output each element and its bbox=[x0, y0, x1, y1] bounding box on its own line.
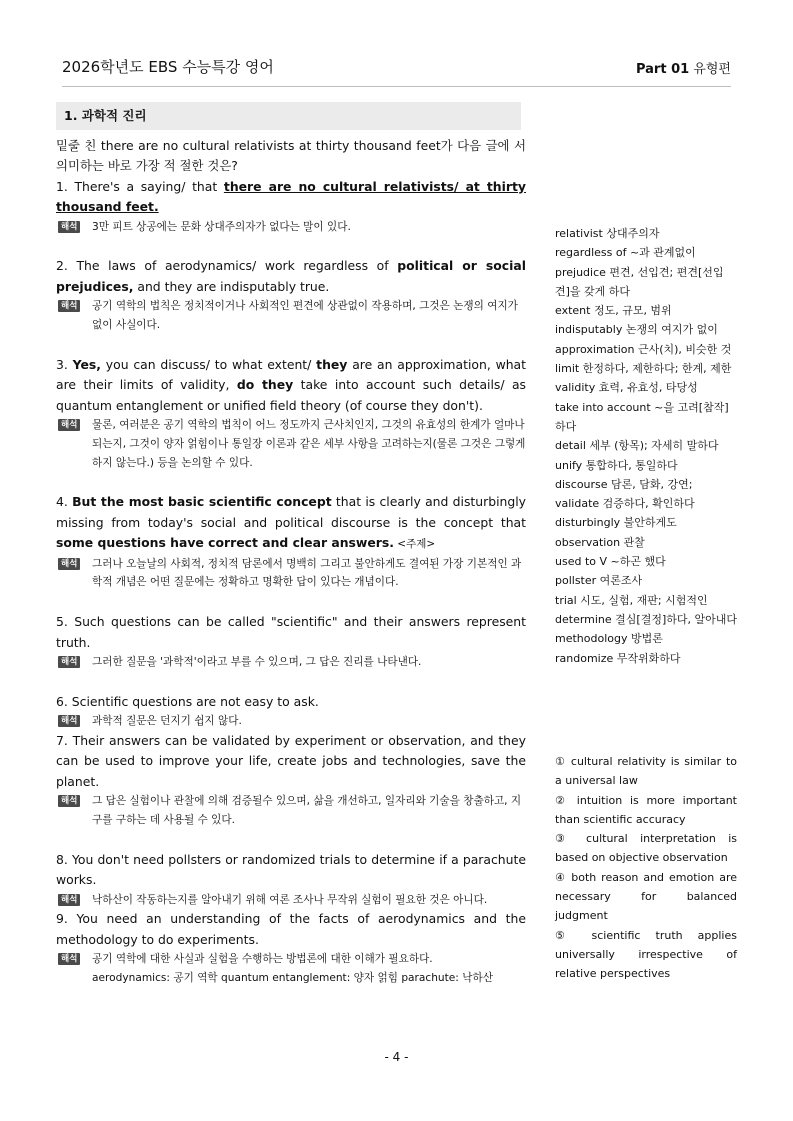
sentence-text: you can discuss/ to what extent/ bbox=[100, 356, 317, 372]
vocab-item: determine 결심[결정]하다, 알아내다 bbox=[555, 612, 738, 626]
translation-text: 공기 역학에 대한 사실과 실험을 수행하는 방법론에 대한 이해가 필요하다. bbox=[92, 953, 433, 966]
vocab-item: trial 시도, 실험, 재판; 시험적인 bbox=[555, 593, 708, 607]
sentence-text: 8. You don't need pollsters or randomized trials to determine if a parachute works. bbox=[56, 851, 526, 888]
translation-badge: 해석 bbox=[58, 795, 80, 807]
translation-badge: 해석 bbox=[58, 558, 80, 570]
spacer bbox=[56, 472, 526, 492]
vocab-item: randomize 무작위화하다 bbox=[555, 651, 681, 665]
translation-badge: 해석 bbox=[58, 221, 80, 233]
translation-badge: 해석 bbox=[58, 419, 80, 431]
answer-options bbox=[555, 752, 737, 984]
option-1: ① cultural relativity is similar to a universal law bbox=[555, 755, 737, 788]
sentence-4 bbox=[56, 492, 526, 554]
sentence-list bbox=[56, 177, 526, 969]
translation bbox=[56, 792, 526, 830]
sentence-text: 4. bbox=[56, 494, 73, 510]
section-title: 1. 과학적 진리 bbox=[56, 102, 521, 130]
sentence-text: 6. Scientific questions are not easy to ask. bbox=[56, 693, 319, 709]
sentence-text: 5. Such questions can be called "scientific" and their answers represent truth. bbox=[56, 614, 526, 650]
sentence-text: some questions have correct and clear answers. bbox=[56, 535, 394, 551]
spacer bbox=[56, 236, 526, 256]
sentence-5 bbox=[56, 612, 526, 653]
page-number: - 4 - bbox=[384, 1050, 409, 1064]
vocab-item: take into account ~을 고려[참작]하다 bbox=[555, 400, 729, 433]
translation-badge: 해석 bbox=[58, 715, 80, 727]
vocab-item: limit 한정하다, 제한하다; 한계, 제한 bbox=[555, 362, 732, 376]
spacer bbox=[56, 830, 526, 850]
sentence-text: 1. There's a saying/ that bbox=[56, 178, 224, 194]
translation-text: 과학적 질문은 던지기 쉽지 않다. bbox=[92, 715, 242, 728]
vocab-item: used to V ~하곤 했다 bbox=[555, 555, 666, 569]
sentence-text: 3. bbox=[56, 356, 73, 372]
sentence-text: they bbox=[316, 356, 348, 372]
option-3: ③ cultural interpretation is based on objective observation bbox=[555, 832, 737, 865]
option-4: ④ both reason and emotion are necessary for balanced judgment bbox=[555, 870, 737, 923]
option-5: ⑤ scientific truth applies universally irrespective of relative perspectives bbox=[555, 928, 737, 981]
vocab-item: disturbingly 불안하게도 bbox=[555, 516, 677, 530]
translation-text: 물론, 여러분은 공기 역학의 법칙이 어느 정도까지 근사치인지, 그것의 유효성의 한계가 얼마나 되는지, 그것이 양자 얽힘이나 통일장 이론과 같은 세부 사항을 고려하는지(물론 그것은 그렇게 하지 않는다.) 등을 논의할 수 있다. bbox=[92, 419, 526, 469]
translation-text: 3만 피트 상공에는 문화 상대주의자가 없다는 말이 있다. bbox=[92, 220, 351, 233]
vocabulary-list bbox=[555, 224, 737, 668]
sentence-text: But the most basic scientific concept bbox=[72, 494, 332, 510]
sentence-text: that is clearly and disturbingly missing from today's social and political discourse is the concept that bbox=[56, 494, 527, 530]
translation-badge: 해석 bbox=[58, 953, 80, 965]
glossary-note: aerodynamics: 공기 역학 quantum entanglement: 양자 얽힘 parachute: 낙하산 bbox=[92, 972, 493, 985]
vocab-item: detail 세부 (항목); 자세히 말하다 bbox=[555, 439, 719, 453]
part-number: Part 01 bbox=[635, 62, 690, 77]
sentence-text: <주제> bbox=[393, 538, 436, 551]
spacer bbox=[56, 335, 526, 355]
translation-badge: 해석 bbox=[58, 300, 80, 312]
sentence-text: do they bbox=[236, 377, 294, 393]
sentence-8 bbox=[56, 850, 526, 891]
translation-text: 그러한 질문을 '과학적'이라고 부를 수 있으며, 그 답은 진리를 나타낸다. bbox=[92, 656, 422, 669]
sentence-text: take into account such details/ as quantum entanglement or unified field theory (of course they don't). bbox=[56, 377, 527, 413]
vocab-item: validity 효력, 유효성, 타당성 bbox=[555, 381, 698, 395]
vocab-item: unify 통합하다, 통일하다 bbox=[555, 458, 678, 472]
translation-badge: 해석 bbox=[58, 894, 80, 906]
main-text bbox=[56, 136, 526, 987]
translation bbox=[56, 891, 526, 910]
vocab-item: regardless of ~과 관계없이 bbox=[555, 246, 696, 260]
translation-badge: 해석 bbox=[58, 656, 80, 668]
sentence-7 bbox=[56, 731, 526, 792]
sentence-text: and they are indisputably true. bbox=[133, 278, 330, 294]
sentence-text: there are no cultural relativists/ at thirty thousand feet. bbox=[56, 178, 526, 215]
sentence-text: 2. The laws of aerodynamics/ work regardless of bbox=[56, 258, 398, 274]
translation bbox=[56, 653, 526, 672]
translation bbox=[56, 218, 526, 237]
translation bbox=[56, 555, 526, 593]
part-name: 유형편 bbox=[693, 62, 731, 77]
part-label bbox=[636, 58, 731, 77]
vocab-item: discourse 담론, 담화, 강연; bbox=[555, 477, 693, 491]
vocab-item: methodology 방법론 bbox=[555, 632, 663, 646]
page-header bbox=[62, 56, 731, 87]
translation bbox=[56, 416, 526, 472]
vocab-item: observation 관찰 bbox=[555, 535, 645, 549]
translation-text: 그 답은 실험이나 관찰에 의해 검증될수 있으며, 삶을 개선하고, 일자리와 기술을 창출하고, 지구를 구하는 데 사용될 수 있다. bbox=[92, 795, 522, 827]
sentence-text: are an approximation, what are their limits of validity, bbox=[56, 356, 527, 393]
vocab-item: prejudice 편견, 선입견; 편견[선입견]을 갖게 하다 bbox=[555, 265, 724, 298]
vocab-item: extent 정도, 규모, 범위 bbox=[555, 304, 672, 318]
translation bbox=[56, 297, 526, 335]
spacer bbox=[56, 592, 526, 612]
vocab-item: validate 검증하다, 확인하다 bbox=[555, 497, 695, 511]
translation bbox=[56, 712, 526, 731]
question-prompt: 밑줄 친 there are no cultural relativists at thirty thousand feet가 다음 글에 서 의미하는 바로 가장 적 절한 것은? bbox=[56, 138, 526, 174]
translation-text: 그러나 오늘날의 사회적, 정치적 담론에서 명백히 그리고 불안하게도 결여된 가장 기본적인 과학적 개념은 어떤 질문에는 정확하고 명확한 답이 있다는 개념이다. bbox=[92, 557, 522, 589]
sentence-text: 7. Their answers can be validated by experiment or observation, and they can be used to improve your life, create jobs and technologies, save the planet. bbox=[56, 733, 526, 789]
vocab-item: indisputably 논쟁의 여지가 없이 bbox=[555, 323, 718, 337]
vocab-item: approximation 근사(치), 비슷한 것 bbox=[555, 342, 732, 356]
sentence-9 bbox=[56, 909, 526, 950]
sentence-6 bbox=[56, 692, 526, 712]
vocab-item: relativist 상대주의자 bbox=[555, 227, 660, 240]
translation-text: 낙하산이 작동하는지를 알아내기 위해 여론 조사나 무작위 실험이 필요한 것은 아니다. bbox=[92, 893, 488, 906]
translation bbox=[56, 950, 526, 969]
option-2: ② intuition is more important than scientific accuracy bbox=[555, 793, 737, 826]
sentence-text: Yes, bbox=[72, 356, 101, 372]
sentence-2 bbox=[56, 256, 526, 297]
spacer bbox=[56, 672, 526, 692]
sentence-1 bbox=[56, 177, 526, 218]
translation-text: 공기 역학의 법칙은 정치적이거나 사회적인 편견에 상관없이 작용하며, 그것은 논쟁의 여지가 없이 사실이다. bbox=[92, 300, 518, 332]
sentence-text: political or social prejudices, bbox=[56, 258, 526, 294]
sentence-text: 9. You need an understanding of the facts of aerodynamics and the methodology to do experiments. bbox=[56, 911, 526, 947]
vocab-item: pollster 여론조사 bbox=[555, 574, 643, 588]
book-title: 2026학년도 EBS 수능특강 영어 bbox=[62, 58, 274, 76]
sentence-3 bbox=[56, 355, 526, 416]
